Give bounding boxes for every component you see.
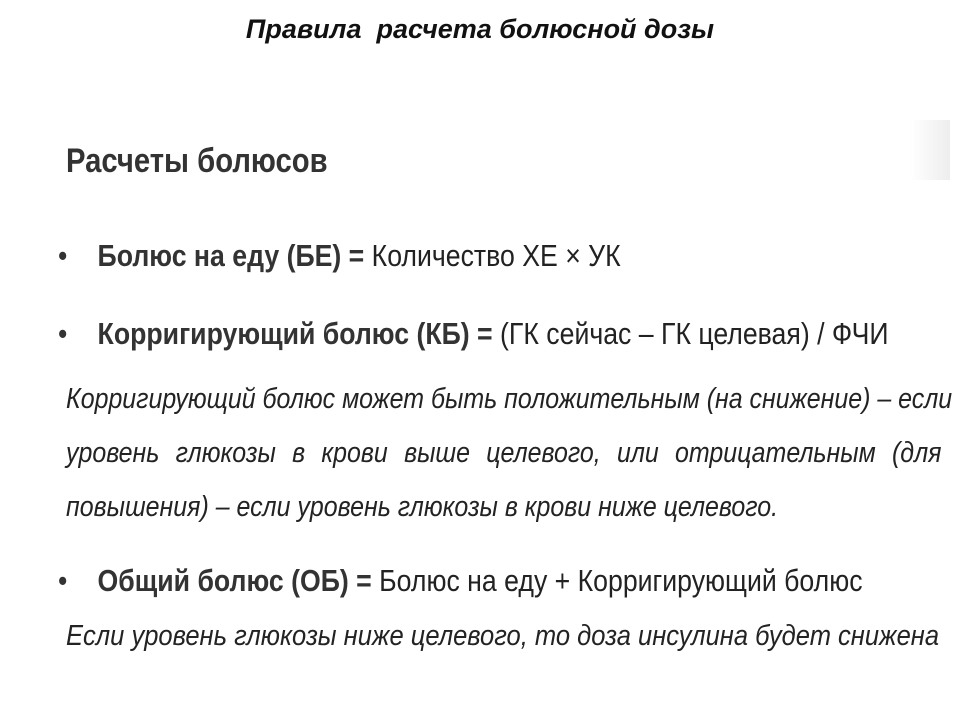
- bullet-dot: •: [58, 316, 68, 351]
- correction-note: [66, 372, 953, 534]
- correction-note-line: уровень глюкозы в крови выше целевого, или отрицательным (для: [66, 437, 942, 469]
- formula-meal-bolus: [58, 238, 621, 274]
- correction-note-line: повышения) – если уровень глюкозы в крови ниже целевого.: [66, 491, 779, 523]
- formula-term: Общий болюс (ОБ) =: [97, 563, 372, 598]
- formula-total-bolus: [58, 563, 863, 599]
- scanned-text-image: [58, 120, 953, 710]
- formula-term: Корригирующий болюс (КБ) =: [97, 316, 493, 351]
- scan-ghost-shadow: [910, 120, 950, 180]
- formula-expression: Болюс на еду + Корригирующий болюс: [371, 563, 863, 598]
- correction-note-line: Корригирующий болюс может быть положительным (на снижение) – если: [66, 383, 953, 415]
- bullet-dot: •: [58, 238, 68, 273]
- slide-title: Правила расчета болюсной дозы: [245, 14, 715, 44]
- bullet-dot: •: [58, 563, 68, 598]
- formula-correction-bolus: [58, 316, 889, 352]
- formula-expression: (ГК сейчас – ГК целевая) / ФЧИ: [492, 316, 889, 351]
- formula-term: Болюс на еду (БЕ) =: [97, 238, 365, 273]
- formula-expression: Количество ХЕ × УК: [364, 238, 621, 273]
- total-bolus-note: Если уровень глюкозы ниже целевого, то доза инсулина будет снижена: [66, 620, 940, 652]
- section-heading: Расчеты болюсов: [66, 142, 328, 180]
